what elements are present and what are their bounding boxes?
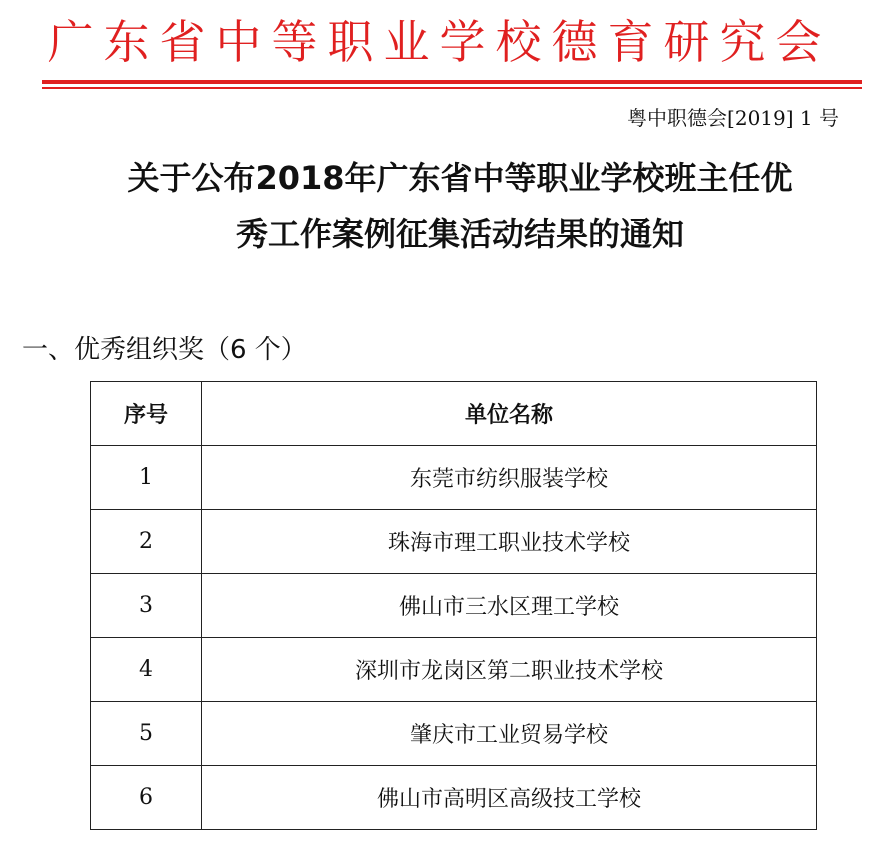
section-heading: 一、优秀组织奖（6 个） bbox=[22, 335, 307, 365]
row-seq: 3 bbox=[91, 574, 202, 638]
header-divider-thin bbox=[42, 87, 862, 89]
row-unit-name: 深圳市龙岗区第二职业技术学校 bbox=[202, 638, 817, 702]
organization-title: 广东省中等职业学校德育研究会 bbox=[47, 15, 832, 69]
notice-title bbox=[60, 150, 860, 262]
row-unit-name: 佛山市三水区理工学校 bbox=[202, 574, 817, 638]
table-header-row bbox=[91, 382, 817, 446]
header-unit-name: 单位名称 bbox=[202, 382, 817, 446]
notice-title-line-2: 秀工作案例征集活动结果的通知 bbox=[235, 215, 684, 253]
table-row bbox=[91, 446, 817, 510]
row-unit-name: 肇庆市工业贸易学校 bbox=[202, 702, 817, 766]
table-row bbox=[91, 638, 817, 702]
award-table bbox=[90, 381, 817, 830]
row-seq: 4 bbox=[91, 638, 202, 702]
row-seq: 1 bbox=[91, 446, 202, 510]
table-row bbox=[91, 510, 817, 574]
table-row bbox=[91, 766, 817, 830]
row-unit-name: 珠海市理工职业技术学校 bbox=[202, 510, 817, 574]
row-seq: 5 bbox=[91, 702, 202, 766]
row-unit-name: 东莞市纺织服装学校 bbox=[202, 446, 817, 510]
document-number: 粤中职德会[2019] 1 号 bbox=[627, 106, 839, 130]
row-seq: 2 bbox=[91, 510, 202, 574]
row-seq: 6 bbox=[91, 766, 202, 830]
header-seq: 序号 bbox=[91, 382, 202, 446]
table-row bbox=[91, 574, 817, 638]
header-divider-thick bbox=[42, 80, 862, 84]
table-row bbox=[91, 702, 817, 766]
row-unit-name: 佛山市高明区高级技工学校 bbox=[202, 766, 817, 830]
notice-title-line-1: 关于公布2018年广东省中等职业学校班主任优 bbox=[127, 159, 793, 197]
